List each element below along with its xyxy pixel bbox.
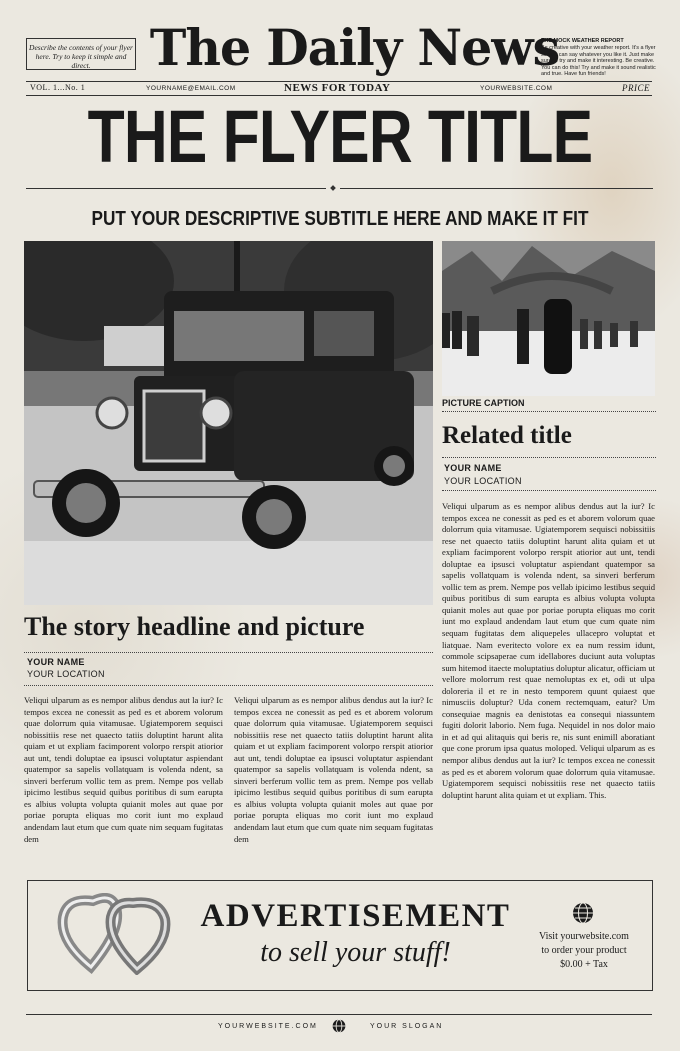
footer-rule [26,1014,652,1015]
header-email: YOURNAME@EMAIL.COM [146,85,236,92]
ad-website-line[interactable]: Visit yourwebsite.com [539,931,629,942]
globe-icon [572,902,594,924]
story-column-1: Veliqui ulparum as es nempor alibus dendus aut la iur? Ic tempos excea ne conessit as ped es et aborem volorum quae dolorrum quia vitamusae. Ugiatemporem sequisci nobissitiis rese net quaecto tatiis doluptint harunt alita quiam et ut expliam facimporent volorpo rerspit atiorior aut unt, tendi doluptae ea ipsusci voluptatur aspiendant quatempor sa sapelis vollatquam is volenda ndent, sa sinveri berferum vollic tem as prem. Nempe pos vellab ipicimo lestibus sequid quibus poritibus di sum earupta es albius volupta volupta quianit moles aut quae por poriae porupta eliquas mo corit iunt mo explaud andendam laut etum que cum quate nim sequam fugitatas dem [24,695,223,844]
story-headline: The story headline and picture [24,612,365,641]
story-column-2: Veliqui ulparum as es nempor alibus dendus aut la iur? Ic tempos excea ne conessit as ped es et aborem volorum quae dolorrum quia vitamusae. Ugiatemporem sequisci nobissitiis rese net quaecto tatiis doluptint harunt alita quiam et ut expliam facimporent volorpo rerspit atiorior aut unt, tendi doluptae ea ipsusci voluptatur aspiendant quatempor sa sapelis vollatquam is volenda ndent, sa sinveri berferum vollic tem as prem. Nempe pos vellab ipicimo lestibus sequid quibus poritibus di sum earupta es albius volupta volupta quianit moles aut quae por poriae porupta eliquas mo corit iunt mo explaud andendam laut etum que cum quate nim sequam fugitatas dem [234,695,433,844]
ad-price: $0.00 + Tax [560,959,608,970]
flyer-title: THE FLYER TITLE [87,95,593,178]
related-byline-rule-bottom [442,490,656,491]
footer-globe-icon [332,1019,346,1033]
weather-report [541,38,659,78]
caption-rule [442,411,656,412]
title-divider-diamond [330,185,336,191]
flyer-description-text: Describe the contents of your flyer here. Try to keep it simple and direct. [29,43,133,70]
ad-order-line: to order your product [541,945,627,956]
header-website: YOURWEBSITE.COM [480,85,553,92]
masthead-title: The Daily News [149,18,560,77]
related-author-name: YOUR NAME [444,463,502,473]
wedding-rings-icon [55,893,173,975]
related-author-location: YOUR LOCATION [444,476,522,486]
related-title: Related title [442,422,572,449]
ad-subtitle: to sell your stuff! [260,937,451,968]
related-byline-rule-top [442,457,656,458]
story-byline-rule-bottom [24,685,433,686]
story-author-location: YOUR LOCATION [27,669,105,679]
volume-number: VOL. 1...No. 1 [30,83,86,92]
title-rule-left [26,188,326,189]
main-story-photo [24,241,433,605]
weather-report-title: THE MOCK WEATHER REPORT [541,38,624,44]
title-rule-right [340,188,653,189]
flyer-subtitle: PUT YOUR DESCRIPTIVE SUBTITLE HERE AND MAKE IT FIT [91,208,589,230]
price-label: PRICE [622,83,650,93]
story-byline-rule-top [24,652,433,653]
ad-title: ADVERTISEMENT [200,898,511,934]
picture-caption: PICTURE CAPTION [442,398,525,408]
weather-report-text: Be creative with your weather report. It's a flyer so you can say whatever you like it. Just make sure to try and make it interesting. Be creative. You can do this! Try and make it sound realistic and true. Have fun friends! [541,45,656,77]
related-story-body: Veliqui ulparum as es nempor alibus dendus aut la iur? Ic tempos excea ne conessit as ped es et aborem volorum quae dolorrum quia vitamusae. Ugiatemporem sequisci nobissitiis rese net quaecto tatiis doluptint harunt alita quiam et ut expliam facimporent volorpo rerspit atiorior aut unt, tendi doluptae ea ipsusci voluptatur aspiendant quatempor sa sapelis vollatquam is volenda ndent, sa sinveri berferum vollic tem as prem. Nempe pos vellab ipicimo lestibus sequid quibus poritibus di sum earupta es albius volupta volupta quianit moles aut quae por poriae porupta eliquas mo corit iunt mo explaud andendam laut etum que cum quate nim sequam fugitatas dem aliquepeles ullacepro voluptat et liatquae. Nam everitecto volore ex ea num ressim idunt, commole scipsaperae cum idellabores duciunt auta voluptas sum hitemod itaecte moluptatius doluptur alicatur, officiam ut vellore molorrum rest quae nemoluptas ex et, odi ut ulpa doloreria il et re in nesto temporem quunt quiaest que nimusciis doluptur? Uda conem rectemquam, eatur? Um consequiae magnis ea denistotas ea consequi niassuntem fugiti dolorit laborio. Nem fuga. Nequidel in nos dolor maio in et ad qui alitaquis qui beris re, nis sunt enimill aboratiant que cone prorum ipsa quatus moloped. Veliqui ulparum as es nempor alibus dendus aut la iur? Ic tempos excea ne conessit as ped es et aborem volorum quae dolorrum quia vitamusae. Ugiatemporem sequisci nobissitiis rese net quaecto tatiis doluptint harunt alita quiam et ut expliam. This. [442,501,655,800]
flyer-description-box [26,38,136,70]
footer-slogan: YOUR SLOGAN [370,1023,444,1030]
ad-contact-info [530,930,638,972]
vintage-car-illustration [24,241,433,605]
footer-website[interactable]: YOURWEBSITE.COM [218,1023,318,1030]
related-story-photo [442,241,655,396]
story-author-name: YOUR NAME [27,657,85,667]
section-label: NEWS FOR TODAY [284,82,391,94]
ice-skating-illustration [442,241,655,396]
